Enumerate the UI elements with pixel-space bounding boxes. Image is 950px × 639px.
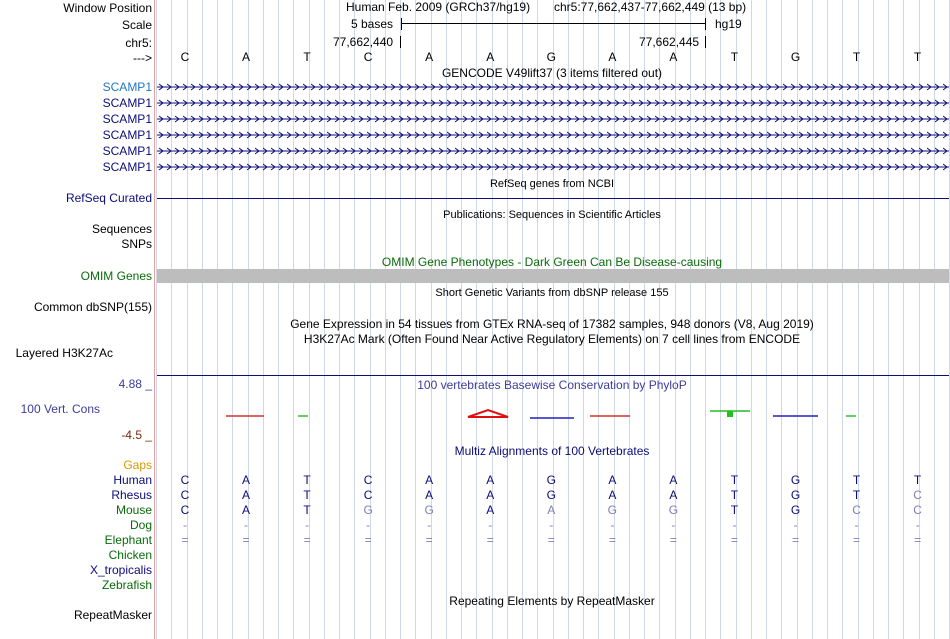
gencode-transcript-strand[interactable] [157, 83, 949, 91]
multiz-base: A [608, 473, 617, 487]
refseq-track-title: RefSeq genes from NCBI [489, 178, 615, 190]
base-letter: A [425, 50, 434, 64]
multiz-base: = [364, 533, 372, 547]
dbsnp-label[interactable]: Common dbSNP(155) [33, 300, 152, 314]
multiz-base: A [486, 503, 495, 517]
multiz-species-label[interactable]: Mouse [115, 503, 152, 517]
assembly-name[interactable]: Human Feb. 2009 (GRCh37/hg19) [346, 0, 531, 14]
coord-right: 77,662,445 [639, 35, 700, 49]
multiz-base: - [244, 518, 249, 532]
multiz-base: C [363, 473, 373, 487]
database-name: hg19 [715, 17, 742, 31]
window-position-label: Window Position [63, 1, 152, 15]
multiz-base: - [488, 518, 493, 532]
grid-line [171, 0, 172, 639]
conservation-label[interactable]: 100 Vert. Cons [20, 402, 100, 416]
multiz-species-label[interactable]: Human [113, 473, 152, 487]
multiz-base: = [730, 533, 738, 547]
multiz-base: - [427, 518, 432, 532]
multiz-species-label[interactable]: Rhesus [111, 488, 152, 502]
multiz-base: T [303, 473, 311, 487]
dbsnp-track-title: Short Genetic Variants from dbSNP release 155 [435, 287, 669, 299]
multiz-base: - [915, 518, 920, 532]
gencode-transcript-label[interactable]: SCAMP1 [102, 128, 152, 142]
multiz-base: = [181, 533, 189, 547]
scale-bar-left-tick [401, 18, 402, 30]
multiz-base: A [608, 488, 617, 502]
base-letter: G [546, 50, 556, 64]
multiz-base: = [853, 533, 861, 547]
multiz-base: T [730, 503, 739, 517]
multiz-base: = [914, 533, 922, 547]
multiz-base: - [732, 518, 737, 532]
multiz-base: G [546, 488, 556, 502]
grid-line [156, 0, 157, 639]
multiz-base: C [913, 503, 922, 517]
base-letter: A [669, 50, 678, 64]
sequences-label[interactable]: Sequences [91, 222, 152, 236]
h3k27ac-track-title: H3K27Ac Mark (Often Found Near Active Regulatory Elements) on 7 cell lines from ENCODE [303, 332, 801, 346]
multiz-base: - [610, 518, 615, 532]
conservation-min-label: -4.5 _ [121, 428, 152, 442]
base-letter: T [303, 50, 311, 64]
multiz-base: G [363, 503, 373, 517]
scale-bar [401, 23, 706, 24]
grid-line [278, 0, 279, 639]
base-letter: T [852, 50, 861, 64]
gencode-transcript-label[interactable]: SCAMP1 [102, 160, 152, 174]
gencode-transcript-label[interactable]: SCAMP1 [102, 80, 152, 94]
gencode-transcript-strand[interactable] [157, 99, 949, 107]
gencode-transcript-strand[interactable] [157, 163, 949, 171]
multiz-base: A [425, 473, 434, 487]
conservation-max-label: 4.88 _ [118, 377, 152, 391]
multiz-base: C [913, 488, 922, 502]
multiz-base: - [854, 518, 859, 532]
publications-track-title: Publications: Sequences in Scientific Articles [443, 209, 661, 221]
multiz-base: = [303, 533, 311, 547]
multiz-base: T [852, 488, 861, 502]
label-separator [154, 0, 155, 639]
multiz-base: C [180, 503, 190, 517]
multiz-base: - [366, 518, 371, 532]
gaps-label: Gaps [123, 458, 152, 472]
omim-feature-bar[interactable] [157, 269, 949, 283]
multiz-base: - [183, 518, 187, 532]
conservation-track-title: 100 vertebrates Basewise Conservation by PhyloP [417, 378, 687, 392]
grid-line [217, 0, 218, 639]
h3k27ac-label[interactable]: Layered H3K27Ac [15, 346, 113, 360]
h3k27ac-baseline [157, 375, 949, 376]
gencode-transcript-strand[interactable] [157, 131, 949, 139]
multiz-base: G [668, 503, 679, 517]
base-letter: A [608, 50, 617, 64]
multiz-base: = [242, 533, 250, 547]
chr-label: chr5: [125, 36, 152, 50]
grid-line [202, 0, 203, 639]
base-letter: T [913, 50, 922, 64]
multiz-base: T [913, 473, 922, 487]
multiz-base: C [180, 488, 190, 502]
multiz-base: G [546, 473, 556, 487]
omim-label[interactable]: OMIM Genes [80, 269, 152, 283]
grid-line [888, 0, 889, 639]
multiz-base: A [425, 488, 434, 502]
scale-label: Scale [121, 18, 152, 32]
coord-right-tick [705, 36, 706, 48]
multiz-base: C [180, 473, 190, 487]
multiz-base: T [852, 473, 861, 487]
base-letter: A [242, 50, 251, 64]
grid-line [934, 0, 935, 639]
grid-line [263, 0, 264, 639]
multiz-base: A [486, 473, 495, 487]
gencode-transcript-label[interactable]: SCAMP1 [102, 112, 152, 126]
gtex-track-title: Gene Expression in 54 tissues from GTEx RNA-seq of 17382 samples, 948 donors (V8, Aug 2019) [290, 317, 814, 331]
multiz-base: = [669, 533, 677, 547]
snps-label[interactable]: SNPs [121, 237, 152, 251]
multiz-base: T [730, 488, 739, 502]
multiz-base: G [424, 503, 434, 517]
multiz-base: = [547, 533, 555, 547]
multiz-base: = [486, 533, 494, 547]
scale-bar-right-tick [705, 18, 706, 30]
multiz-species-label[interactable]: Elephant [104, 533, 152, 547]
multiz-base: C [852, 503, 861, 517]
scale-text: 5 bases [351, 17, 394, 31]
multiz-base: G [790, 503, 801, 517]
multiz-base: G [607, 503, 618, 517]
refseq-feature-line[interactable] [157, 198, 949, 199]
coord-left: 77,662,440 [333, 35, 394, 49]
multiz-base: - [793, 518, 798, 532]
gencode-transcript-strand[interactable] [157, 147, 949, 155]
multiz-species-label[interactable]: Chicken [108, 548, 152, 562]
multiz-track-title: Multiz Alignments of 100 Vertebrates [454, 444, 650, 458]
multiz-base: G [790, 473, 801, 487]
base-letter: G [790, 50, 801, 64]
multiz-base: A [242, 473, 251, 487]
multiz-base: = [608, 533, 616, 547]
repeatmasker-track-title: Repeating Elements by RepeatMasker [449, 594, 655, 608]
gencode-track-title: GENCODE V49lift37 (3 items filtered out) [441, 66, 663, 80]
multiz-base: T [730, 473, 739, 487]
conservation-plot[interactable] [0, 400, 950, 430]
coord-left-tick [400, 36, 401, 48]
grid-line [232, 0, 233, 639]
multiz-base: A [547, 503, 556, 517]
multiz-base: A [669, 473, 678, 487]
multiz-base: A [242, 488, 251, 502]
multiz-base: T [303, 488, 311, 502]
grid-line [903, 0, 904, 639]
multiz-base: = [425, 533, 433, 547]
repeatmasker-label[interactable]: RepeatMasker [73, 608, 152, 622]
base-letter: A [486, 50, 495, 64]
multiz-base: - [671, 518, 676, 532]
multiz-base: A [669, 488, 678, 502]
window-position-text: chr5:77,662,437-77,662,449 (13 bp) [554, 0, 747, 14]
multiz-base: A [486, 488, 495, 502]
grid-line [842, 0, 843, 639]
base-letter: C [363, 50, 373, 64]
grid-line [827, 0, 828, 639]
conservation-mark-3 [468, 410, 508, 417]
grid-line [873, 0, 874, 639]
base-letter: C [180, 50, 190, 64]
gencode-transcript-label[interactable]: SCAMP1 [102, 96, 152, 110]
refseq-label[interactable]: RefSeq Curated [65, 191, 152, 205]
base-letter: T [730, 50, 739, 64]
multiz-species-label[interactable]: Dog [129, 518, 152, 532]
gencode-transcript-strand[interactable] [157, 115, 949, 123]
conservation-mark-7 [727, 411, 733, 417]
multiz-base: A [242, 503, 251, 517]
multiz-base: - [305, 518, 310, 532]
multiz-base: - [549, 518, 554, 532]
multiz-base: G [790, 488, 801, 502]
multiz-base: = [791, 533, 800, 547]
multiz-base: C [363, 488, 373, 502]
strand-arrow-label: ---> [133, 51, 152, 65]
multiz-base: T [303, 503, 311, 517]
omim-track-title: OMIM Gene Phenotypes - Dark Green Can Be Disease-causing [381, 255, 723, 269]
gencode-transcript-label[interactable]: SCAMP1 [102, 144, 152, 158]
multiz-species-label[interactable]: X_tropicalis [89, 563, 152, 577]
multiz-species-label[interactable]: Zebrafish [101, 578, 152, 592]
